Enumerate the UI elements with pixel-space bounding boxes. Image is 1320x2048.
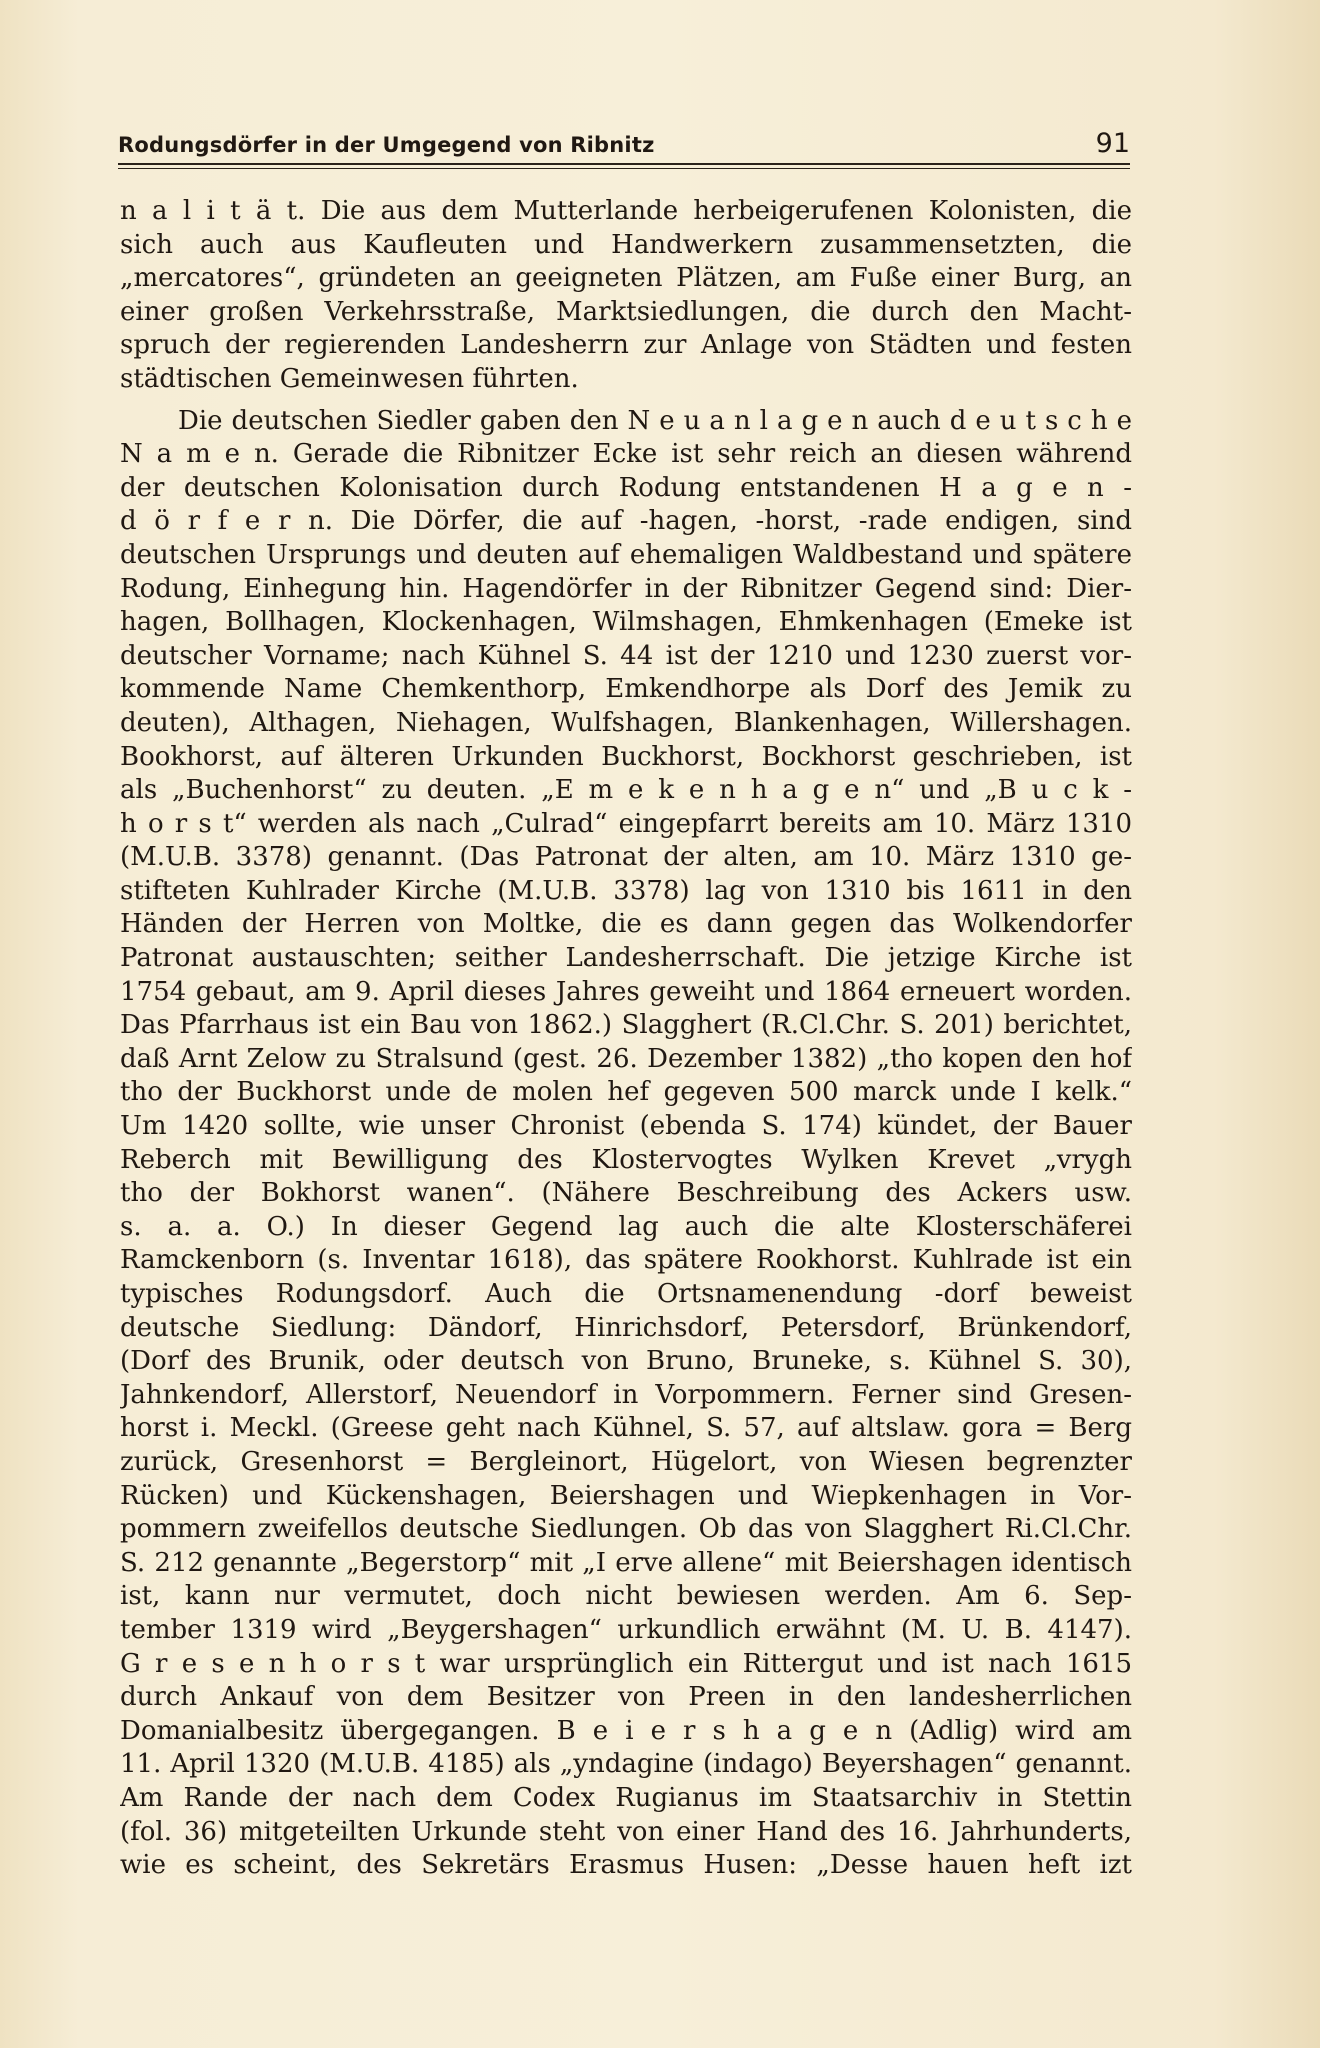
text-line: Um 1420 sollte, wie unser Chronist (ebenda S. 174) kündet, der Bauer xyxy=(120,1111,1132,1142)
paragraph-1 xyxy=(120,195,1132,397)
text-line: Das Pfarrhaus ist ein Bau von 1862.) Slagghert (R.Cl.Chr. S. 201) berichtet, xyxy=(120,1010,1132,1041)
text-line: Domanialbesitz übergegangen. B e i e r s h a g e n (Adlig) wird am xyxy=(120,1715,1132,1746)
text-line: n a l i t ä t. Die aus dem Mutterlande herbeigerufenen Kolonisten, die xyxy=(120,196,1132,226)
text-line: der deutschen Kolonisation durch Rodung entstandenen H a g e n - xyxy=(120,472,1132,503)
text-line: „mercatores“, gründeten an geeigneten Plätzen, am Fuße einer Burg, an xyxy=(120,263,1132,294)
text-line: horst i. Meckl. (Greese geht nach Kühnel, S. 57, auf altslaw. gora = Berg xyxy=(120,1413,1132,1444)
text-line: (Dorf des Brunik, oder deutsch von Bruno, Bruneke, s. Kühnel S. 30), xyxy=(120,1346,1132,1377)
running-title: Rodungsdörfer in der Umgegend von Ribnitz xyxy=(118,133,655,157)
text-line: kommende Name Chemkenthorp, Emkendhorpe als Dorf des Jemik zu xyxy=(120,674,1132,705)
page-header xyxy=(118,128,1130,159)
text-line: Händen der Herren von Moltke, die es dann gegen das Wolkendorfer xyxy=(120,909,1132,940)
text-line: zurück, Gresenhorst = Bergleinort, Hügelort, von Wiesen begrenzter xyxy=(120,1446,1132,1477)
text-line: Reberch mit Bewilligung des Klostervogtes Wylken Krevet „vrygh xyxy=(120,1144,1132,1175)
text-line: ist, kann nur vermutet, doch nicht bewiesen werden. Am 6. Sep- xyxy=(120,1581,1132,1612)
text-line: durch Ankauf von dem Besitzer von Preen in den landesherrlichen xyxy=(120,1682,1132,1713)
page-number: 91 xyxy=(1095,128,1130,159)
text-line: deuten), Althagen, Niehagen, Wulfshagen, Blankenhagen, Willershagen. xyxy=(120,707,1132,738)
text-line: deutsche Siedlung: Dändorf, Hinrichsdorf, Petersdorf, Brünkendorf, xyxy=(120,1312,1132,1343)
text-line: städtischen Gemeinwesen führten. xyxy=(120,363,579,394)
text-line: deutschen Ursprungs und deuten auf ehemaligen Waldbestand und spätere xyxy=(120,539,1132,570)
text-line: s. a. a. O.) In dieser Gegend lag auch die alte Klosterschäferei xyxy=(120,1211,1132,1242)
text-line: 11. April 1320 (M.U.B. 4185) als „yndagine (indago) Beyershagen“ genannt. xyxy=(120,1749,1132,1780)
paragraph-2 xyxy=(120,405,1132,1883)
text-line: d ö r f e r n. Die Dörfer, die auf -hagen, -horst, -rade endigen, sind xyxy=(120,506,1132,537)
text-line: typisches Rodungsdorf. Auch die Ortsnamenendung -dorf beweist xyxy=(120,1279,1132,1309)
text-line: Rücken) und Kückenshagen, Beiershagen und Wiepkenhagen in Vor- xyxy=(120,1480,1132,1511)
text-line: Patronat austauschten; seither Landesherrschaft. Die jetzige Kirche ist xyxy=(120,943,1132,974)
text-line: Bookhorst, auf älteren Urkunden Buckhorst, Bockhorst geschrieben, ist xyxy=(120,741,1132,772)
text-line: tho der Bokhorst wanen“. (Nähere Beschreibung des Ackers usw. xyxy=(120,1178,1132,1209)
text-line: 1754 gebaut, am 9. April dieses Jahres geweiht und 1864 erneuert worden. xyxy=(120,976,1132,1007)
text-line: Am Rande der nach dem Codex Rugianus im Staatsarchiv in Stettin xyxy=(120,1782,1132,1813)
text-line: wie es scheint, des Sekretärs Erasmus Husen: „Desse hauen heft izt xyxy=(120,1850,1132,1881)
text-line: S. 212 genannte „Begerstorp“ mit „I erve allene“ mit Beiershagen identisch xyxy=(120,1547,1132,1578)
text-line: G r e s e n h o r s t war ursprünglich ein Rittergut und ist nach 1615 xyxy=(120,1648,1132,1679)
text-line: tember 1319 wird „Beygershagen“ urkundlich erwähnt (M. U. B. 4147). xyxy=(120,1614,1132,1645)
text-line: N a m e n. Gerade die Ribnitzer Ecke ist sehr reich an diesen während xyxy=(120,439,1132,470)
text-line: Die deutschen Siedler gaben den N e u a n l a g e n auch d e u t s c h e xyxy=(178,405,1132,436)
text-line: hagen, Bollhagen, Klockenhagen, Wilmshagen, Ehmkenhagen (Emeke ist xyxy=(120,607,1132,638)
text-line: h o r s t“ werden als nach „Culrad“ eingepfarrt bereits am 10. März 1310 xyxy=(120,808,1132,839)
text-line: Rodung, Einhegung hin. Hagendörfer in der Ribnitzer Gegend sind: Dier- xyxy=(120,573,1132,604)
text-line: (M.U.B. 3378) genannt. (Das Patronat der alten, am 10. März 1310 ge- xyxy=(120,842,1132,873)
page-body xyxy=(120,195,1132,1883)
text-line: pommern zweifellos deutsche Siedlungen. Ob das von Slagghert Ri.Cl.Chr. xyxy=(120,1514,1132,1545)
text-line: als „Buchenhorst“ zu deuten. „E m e k e n h a g e n“ und „B u c k - xyxy=(120,775,1132,806)
text-line: stifteten Kuhlrader Kirche (M.U.B. 3378) lag von 1310 bis 1611 in den xyxy=(120,875,1132,906)
text-line: sich auch aus Kaufleuten und Handwerkern zusammensetzten, die xyxy=(120,229,1132,260)
header-rule xyxy=(118,163,1130,169)
text-line: spruch der regierenden Landesherrn zur Anlage von Städten und festen xyxy=(120,330,1132,361)
text-line: daß Arnt Zelow zu Stralsund (gest. 26. Dezember 1382) „tho kopen den hof xyxy=(120,1043,1132,1074)
text-line: Ramckenborn (s. Inventar 1618), das spätere Rookhorst. Kuhlrade ist ein xyxy=(120,1245,1132,1276)
text-line: deutscher Vorname; nach Kühnel S. 44 ist der 1210 und 1230 zuerst vor- xyxy=(120,640,1132,671)
text-line: Jahnkendorf, Allerstorf, Neuendorf in Vorpommern. Ferner sind Gresen- xyxy=(120,1379,1132,1410)
text-line: (fol. 36) mitgeteilten Urkunde steht von einer Hand des 16. Jahrhunderts, xyxy=(120,1816,1132,1847)
text-line: tho der Buckhorst unde de molen hef gegeven 500 marck unde I kelk.“ xyxy=(120,1077,1132,1108)
text-line: einer großen Verkehrsstraße, Marktsiedlungen, die durch den Macht- xyxy=(120,296,1132,327)
